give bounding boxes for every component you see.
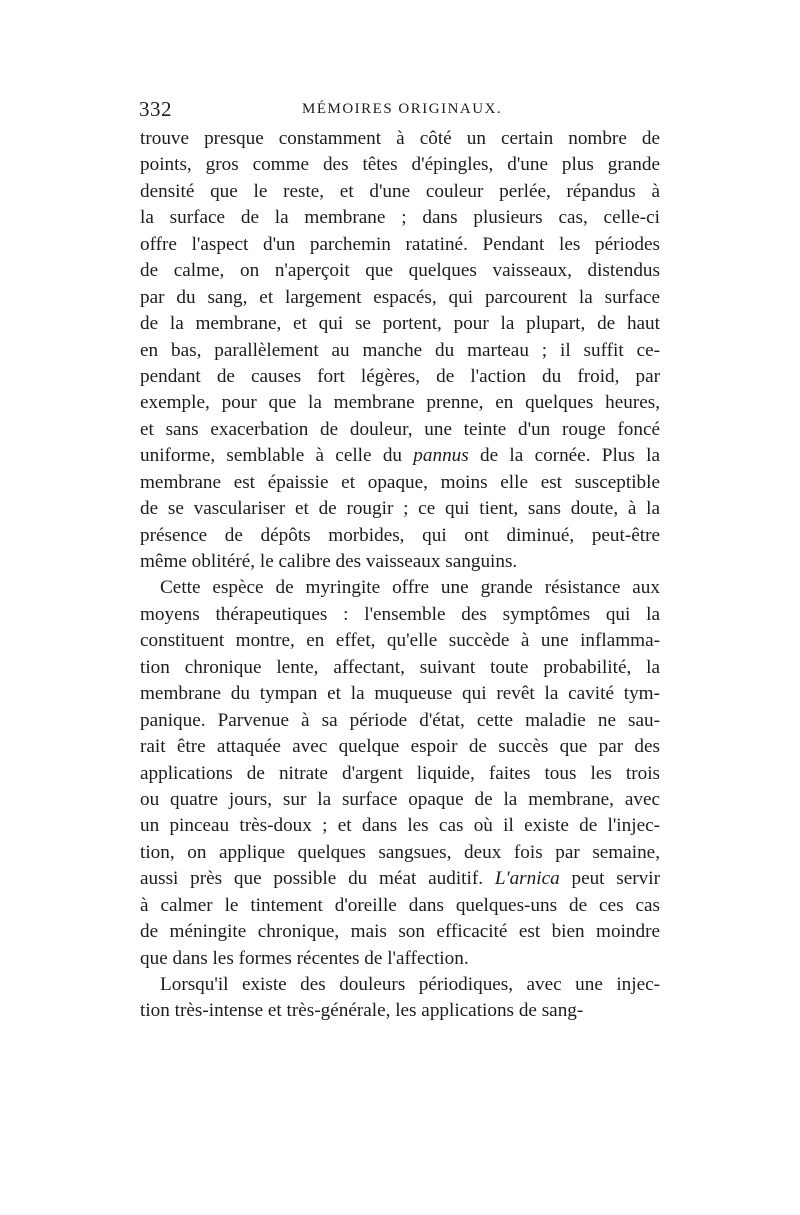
page-number: 332 (139, 97, 172, 121)
text-line (140, 681, 660, 707)
text-line (140, 734, 660, 760)
text-line (140, 787, 660, 813)
text-span: Cette espèce de myringite offre une grande résistance aux (160, 577, 660, 599)
text-span: tion très-intense et très-générale, les applications de sang- (140, 1000, 584, 1022)
text-line (140, 205, 660, 231)
text-span: tion, on applique quelques sangsues, deux fois par semaine, (140, 841, 660, 863)
text-span: la surface de la membrane ; dans plusieurs cas, celle-ci (140, 207, 660, 229)
text-line (140, 179, 660, 205)
text-line (140, 311, 660, 337)
running-title: MÉMOIRES ORIGINAUX. (302, 101, 503, 117)
text-line (140, 840, 660, 866)
text-line (140, 152, 660, 178)
text-line (140, 575, 660, 601)
text-span: un pinceau très-doux ; et dans les cas où il existe de l'injec- (140, 815, 660, 837)
text-span: de la membrane, et qui se portent, pour la plupart, de haut (140, 313, 660, 335)
text-line (140, 390, 660, 416)
text-span: panique. Parvenue à sa période d'état, cette maladie ne sau- (140, 709, 660, 731)
text-line (140, 496, 660, 522)
text-span: membrane est épaissie et opaque, moins elle est susceptible (140, 471, 660, 493)
text-line (140, 998, 660, 1024)
text-span: membrane du tympan et la muqueuse qui revêt la cavité tym- (140, 683, 660, 705)
text-span: Lorsqu'il existe des douleurs périodiques, avec une injec- (160, 974, 660, 995)
text-line (140, 761, 660, 787)
text-span: et sans exacerbation de douleur, une teinte d'un rouge foncé (140, 418, 660, 440)
text-line (140, 364, 660, 390)
text-span: même oblitéré, le calibre des vaisseaux sanguins. (140, 551, 518, 572)
text-span: de calme, on n'aperçoit que quelques vaisseaux, distendus (140, 260, 660, 282)
text-span: moyens thérapeutiques : l'ensemble des symptômes qui la (140, 603, 660, 625)
text-span: tion chronique lente, affectant, suivant toute probabilité, la (140, 656, 660, 678)
text-line (140, 602, 660, 628)
text-span: à calmer le tintement d'oreille dans quelques-uns de ces cas (140, 894, 660, 916)
text-line (140, 708, 660, 734)
text-line (140, 813, 660, 839)
text-span: ou quatre jours, sur la surface opaque de la membrane, avec (140, 788, 660, 810)
text-span: offre l'aspect d'un parchemin ratatiné. Pendant les périodes (140, 233, 660, 255)
text-line (140, 523, 660, 549)
text-line (140, 866, 660, 892)
text-span: présence de dépôts morbides, qui ont diminué, peut-être (140, 524, 660, 546)
text-line (140, 919, 660, 945)
text-span: constituent montre, en effet, qu'elle succède à une inflamma- (140, 630, 660, 652)
text-span: que dans les formes récentes de l'affection. (140, 947, 469, 969)
paragraph (140, 972, 660, 1025)
text-line (140, 972, 660, 998)
text-span: trouve presque constamment à côté un certain nombre de (140, 128, 660, 149)
text-span: de méningite chronique, mais son efficacité est bien moindre (140, 921, 660, 943)
text-line (140, 470, 660, 496)
text-span: applications de nitrate d'argent liquide, faites tous les trois (140, 762, 660, 784)
text-line (140, 417, 660, 443)
text-line (140, 655, 660, 681)
page-header (139, 97, 659, 127)
italic-term: L'arnica (494, 868, 560, 890)
text-line (140, 946, 660, 972)
text-span: densité que le reste, et d'une couleur perlée, répandus à (140, 180, 660, 202)
text-line (140, 126, 660, 152)
text-span: en bas, parallèlement au manche du marteau ; il suffit ce- (140, 339, 660, 361)
paragraph (140, 575, 660, 972)
text-line (140, 893, 660, 919)
text-line (140, 232, 660, 258)
text-span: pendant de causes fort légères, de l'action du froid, par (140, 365, 660, 387)
text-line (140, 258, 660, 284)
body-text (140, 126, 660, 1025)
text-span: uniforme, semblable à celle du (140, 445, 414, 467)
text-span: peut servir (559, 868, 660, 890)
text-line (140, 549, 660, 575)
text-span: aussi près que possible du méat auditif. (140, 868, 495, 890)
text-span: rait être attaquée avec quelque espoir de succès que par des (140, 736, 660, 758)
text-line (140, 628, 660, 654)
text-line (140, 338, 660, 364)
text-line (140, 443, 660, 469)
text-span: de la cornée. Plus la (468, 445, 660, 467)
text-span: points, gros comme des têtes d'épingles, d'une plus grande (140, 154, 660, 176)
italic-term: pannus (413, 445, 469, 467)
text-line (140, 285, 660, 311)
paragraph (140, 126, 660, 575)
text-span: exemple, pour que la membrane prenne, en quelques heures, (140, 392, 660, 414)
text-span: par du sang, et largement espacés, qui parcourent la surface (140, 286, 660, 308)
text-span: de se vasculariser et de rougir ; ce qui tient, sans doute, à la (140, 498, 660, 520)
